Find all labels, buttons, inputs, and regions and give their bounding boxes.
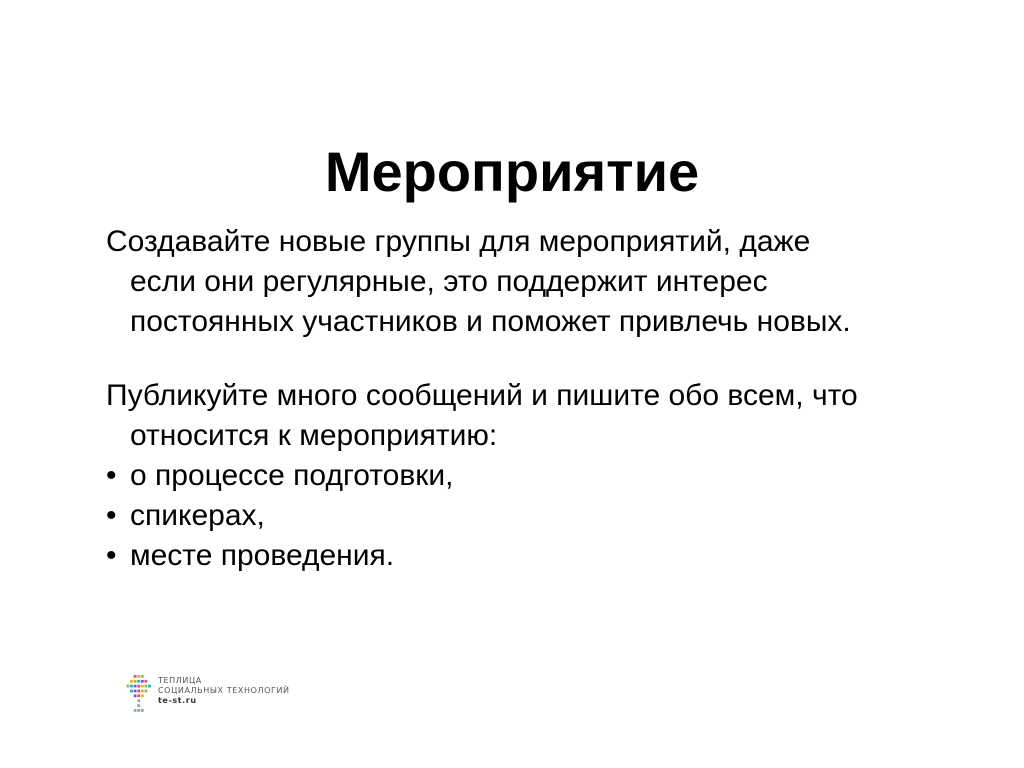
logo-dot [127,685,130,688]
logo-dot [137,704,140,707]
logo-dot [141,685,144,688]
logo-dot [141,675,144,678]
logo-dot [141,694,144,697]
paragraph-line: относится к мероприятию: [130,419,498,452]
logo-dot [130,690,133,693]
bullet-icon: • [106,539,117,572]
logo-url: te-st.ru [158,696,197,705]
logo-dot [137,699,140,702]
teplitsa-logo-icon [126,674,152,714]
logo-dot [141,709,144,712]
logo-dot [134,709,137,712]
bullet-icon: • [106,459,117,492]
logo-dot [148,685,151,688]
logo-dot [137,690,140,693]
logo-dot [145,680,148,683]
logo-dot [134,680,137,683]
logo-dot [137,694,140,697]
paragraph-line: постоянных участников и поможет привлечь новых. [130,305,851,338]
logo-dot [134,690,137,693]
logo-dot [137,675,140,678]
list-item [106,496,986,536]
paragraph-line: Создавайте новые группы для мероприятий, даже [106,225,811,258]
list-item-text: месте проведения. [130,539,395,572]
logo-dot [137,680,140,683]
logo-dot [134,694,137,697]
logo-dot [130,680,133,683]
paragraph-line: Публикуйте много сообщений и пишите обо всем, что [106,379,858,412]
logo-dot [141,690,144,693]
teplitsa-logo [126,674,290,714]
logo-dot [141,680,144,683]
logo-line-1: ТЕПЛИЦА [158,676,202,685]
paragraph-line: если они регулярные, это поддержит интерес [130,265,768,298]
list-item [106,456,986,496]
logo-dot [137,685,140,688]
logo-dot [130,685,133,688]
logo-dot [137,709,140,712]
list-item-text: о процессе подготовки, [130,459,454,492]
paragraph-publish [106,376,986,576]
logo-dot [134,685,137,688]
slide-title: Мероприятие [324,140,700,203]
paragraph-groups [106,222,986,342]
logo-dot [145,690,148,693]
logo-dot [134,675,137,678]
bullet-icon: • [106,499,117,532]
logo-text [158,674,290,706]
logo-dot [145,685,148,688]
bullet-list [106,456,986,576]
logo-line-2: СОЦИАЛЬНЫХ ТЕХНОЛОГИЙ [158,686,290,695]
list-item-text: спикерах, [130,499,265,532]
list-item [106,536,986,576]
